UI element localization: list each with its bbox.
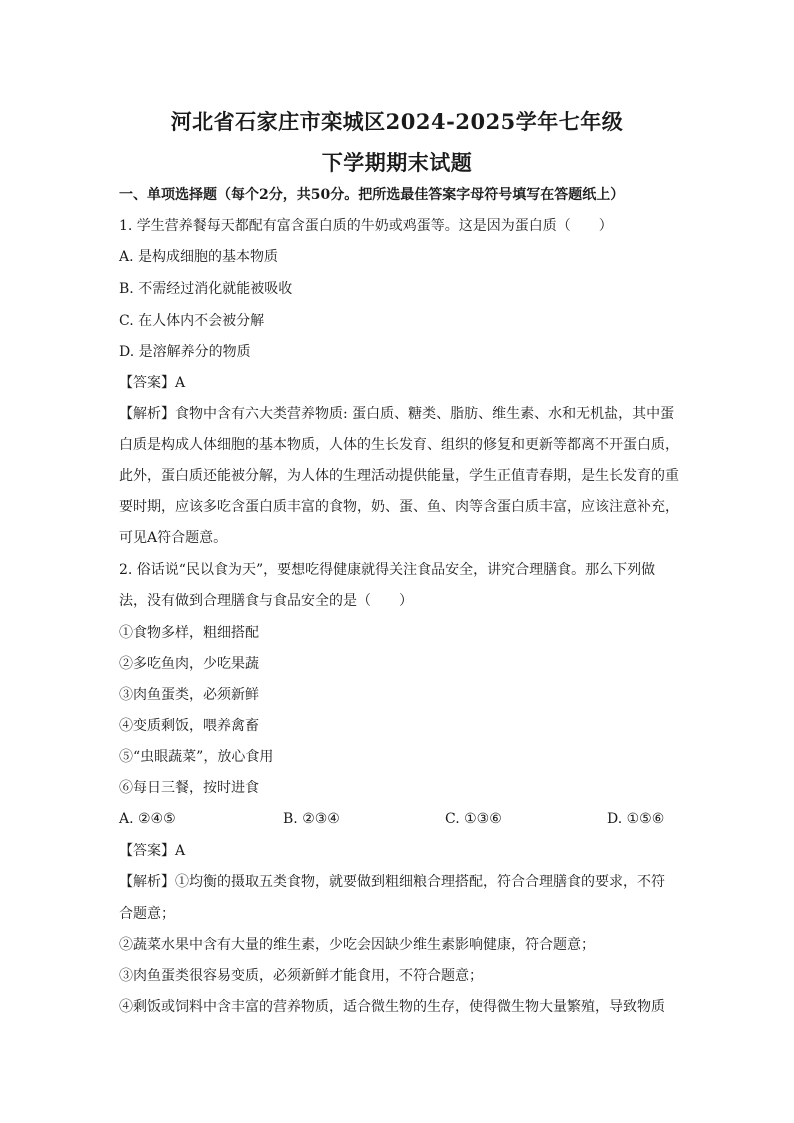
question-1-analysis-line: 此外，蛋白质还能被分解，为人体的生理活动提供能量，学生正值青春期，是生长发育的重	[119, 468, 679, 484]
document-title-line-1: 河北省石家庄市栾城区2024-2025学年七年级	[170, 109, 624, 134]
question-2-analysis-line: ②蔬菜水果中含有大量的维生素，少吃会因缺少维生素影响健康，符合题意；	[119, 937, 595, 953]
question-1-analysis-line: 可见A符合题意。	[119, 530, 228, 546]
question-2-answer: 【答案】A	[119, 843, 186, 859]
question-1-option-b: B. 不需经过消化就能被吸收	[119, 281, 293, 297]
question-2-analysis-line: 【解析】①均衡的摄取五类食物，就要做到粗细粮合理搭配，符合合理膳食的要求，不符	[119, 874, 665, 890]
question-1-option-a: A. 是构成细胞的基本物质	[119, 249, 279, 265]
question-2-item: ①食物多样，粗细搭配	[119, 625, 259, 641]
question-2-option-b: B. ②③④	[283, 811, 340, 827]
question-1-analysis-line: 要时期，应该多吃含蛋白质丰富的食物，奶、蛋、鱼、肉等含蛋白质丰富，应该注意补充，	[119, 499, 679, 515]
question-1-analysis-line: 【解析】食物中含有六大类营养物质: 蛋白质、糖类、脂肪、维生素、水和无机盐，其中蛋	[119, 406, 675, 422]
question-1-option-c: C. 在人体内不会被分解	[119, 313, 265, 329]
question-2-item: ⑤“虫眼蔬菜”，放心食用	[119, 749, 274, 765]
question-2-item: ③肉鱼蛋类，必须新鲜	[119, 687, 259, 703]
question-2-analysis-line: ④剩饭或饲料中含丰富的营养物质，适合微生物的生存，使得微生物大量繁殖，导致物质	[119, 999, 665, 1015]
question-2-option-c: C. ①③⑥	[445, 811, 502, 827]
question-1-stem: 1. 学生营养餐每天都配有富含蛋白质的牛奶或鸡蛋等。这是因为蛋白质（ ）	[119, 218, 613, 234]
question-2-item: ②多吃鱼肉，少吃果蔬	[119, 656, 259, 672]
question-2-analysis-line: 合题意；	[119, 906, 175, 922]
question-2-item: ④变质剩饭，喂养禽畜	[119, 718, 259, 734]
question-2-item: ⑥每日三餐，按时进食	[119, 780, 259, 796]
question-1-analysis-line: 白质是构成人体细胞的基本物质，人体的生长发育、组织的修复和更新等都离不开蛋白质，	[119, 437, 679, 453]
question-2-analysis-line: ③肉鱼蛋类很容易变质，必须新鲜才能食用，不符合题意；	[119, 968, 483, 984]
section-heading: 一、单项选择题（每个2分，共50分。把所选最佳答案字母符号填写在答题纸上）	[119, 187, 625, 203]
question-2-stem-line: 2. 俗话说“民以食为天”，要想吃得健康就得关注食品安全，讲究合理膳食。那么下列做	[119, 562, 656, 578]
question-2-option-d: D. ①⑤⑥	[607, 811, 665, 827]
question-2-options	[119, 811, 689, 829]
document-title-line-2: 下学期期末试题	[321, 150, 473, 175]
question-1-option-d: D. 是溶解养分的物质	[119, 344, 251, 360]
question-2-stem-line: 法，没有做到合理膳食与食品安全的是（ ）	[119, 593, 413, 609]
question-2-option-a: A. ②④⑤	[119, 811, 176, 827]
question-1-answer: 【答案】A	[119, 375, 186, 391]
